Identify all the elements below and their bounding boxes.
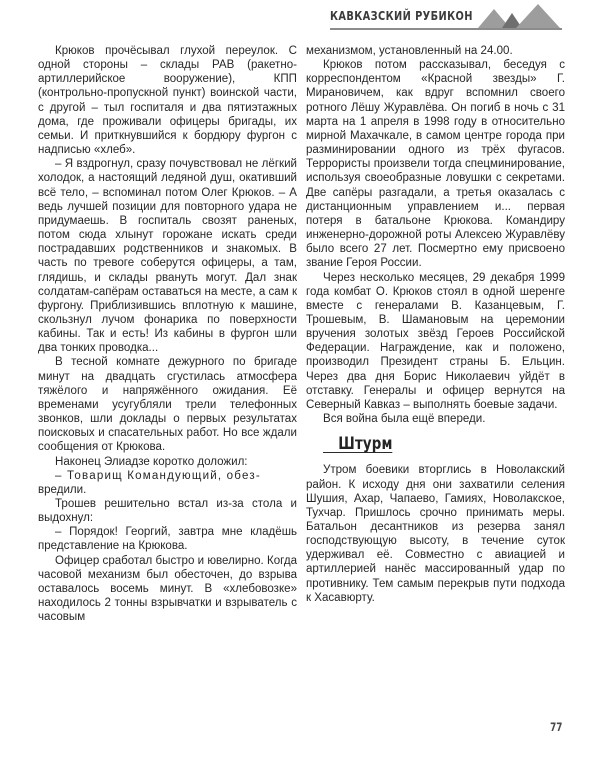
section-heading-wrapper [306,426,565,463]
paragraph: Через несколько месяцев, 29 декабря 1999 года комбат О. Крюков стоял в одной шеренге вместе с генералами В. Казанцевым, Г. Трошевым, В. Шамановым на церемонии вручения золотых звёзд Героев Российской Федерации. Награждение, как и положено, производил Президент страны Б. Ельцин. Через два дня Борис Николаевич уйдёт в отставку. Генералы и офицер вернутся на Северный Кавказ – выполнять боевые задачи. [306,271,565,411]
paragraph: Трошев решительно встал из-за стола и выдохнул: [38,498,297,525]
paragraph: Утром боевики вторглись в Новолакский район. К исходу дня они захватили селения Шушия, Ахар, Чапаево, Гамиях, Новолакское, Тухчар. Пришлось срочно принимать меры. Батальон десантников из резерва занял господствующую высоту, в течение суток удерживал её. Совместно с авиацией и артиллерией нанёс массированный удар по противнику. Тем самым перекрыв пути подхода к Хасавюрту. [306,464,565,604]
body-column-left [38,44,297,624]
dialogue-line-end: вредили. [38,483,87,496]
section-heading: Штурм [323,437,393,453]
running-header [330,8,562,38]
paragraph: Наконец Элиадзе коротко доложил: [55,455,248,468]
paragraph-dialogue [38,469,297,483]
page-number: 77 [549,720,562,734]
paragraph: Вся война была ещё впереди. [323,413,486,426]
body-column-right [306,44,565,605]
mountains-icon [458,4,562,29]
dialogue-line: – Товарищ Командующий, обез- [55,469,261,482]
paragraph: Офицер сработал быстро и ювелирно. Когда часовой механизм был обесточен, до взрыва оставалось восемь минут. В «хлебовозке» находилось 2 тонны взрывчатки и взрыватель с часовым [38,554,297,624]
paragraph: Крюков прочёсывал глухой переулок. С одной стороны – склады РАВ (ракетно-артиллерийское вооружение), КПП (контрольно-пропускной пункт) воинской части, с другой – тыл госпиталя и два пятиэтажных дома, где проживали офицеры бригады, их семьи. И приткнувшийся к бордюру фургон с надписью «хлеб». [38,45,297,157]
paragraph: – Я вздрогнул, сразу почувствовал не лёгкий холодок, а настоящий ледяной душ, окативший всё тело, – вспоминал потом Олег Крюков. – А ведь лучшей позиции для повторного удара не придумаешь. В госпиталь свозят раненых, потом сюда хлынут горожане искать среди пострадавших родственников и знакомых. В часть по тревоге соберутся офицеры, а там, глядишь, и склады рвануть могут. Дал знак солдатам-сапёрам оставаться на месте, а сам к фургону. Приблизившись вплотную к машине, скользнул лучом фонарика по поверхности кабины. Так и есть! Из кабины в фургон шли два тонких проводка... [38,158,297,355]
running-header-rule [330,28,562,30]
paragraph-continued: механизмом, установленный на 24.00. [306,45,513,57]
paragraph: – Порядок! Георгий, завтра мне кладёшь представление на Крюкова. [38,526,297,553]
paragraph: Крюков потом рассказывал, беседуя с корреспондентом «Красной звезды» Г. Мирановичем, как вдруг вспомнил своего ротного Лёшу Журавлёва. Он погиб в ночь с 31 марта на 1 апреля в 1998 году в относительно мирной Махачкале, в самом центре города при разминировании одного из трёх фугасов. Террористы произвели тогда спецминирование, используя своеобразные ловушки с секретами. Две сапёры разгадали, а третья оказалась с дистанционным управлением и... первая потеря в батальоне Крюкова. Командиру инженерно-дорожной роты Алексею Журавлёву было всего 27 лет. Посмертно ему присвоено звание Героя России. [306,59,565,270]
paragraph: В тесной комнате дежурного по бригаде минут на двадцать сгустилась атмосфера тяжёлого и напряжённого ожидания. Её временами усугубляли трели телефонных звонков, шли доклады о первых результатах поисковых и спасательных работ. Но все ждали сообщения от Крюкова. [38,356,297,454]
running-header-title: КАВКАЗСКИЙ РУБИКОН [330,8,473,23]
